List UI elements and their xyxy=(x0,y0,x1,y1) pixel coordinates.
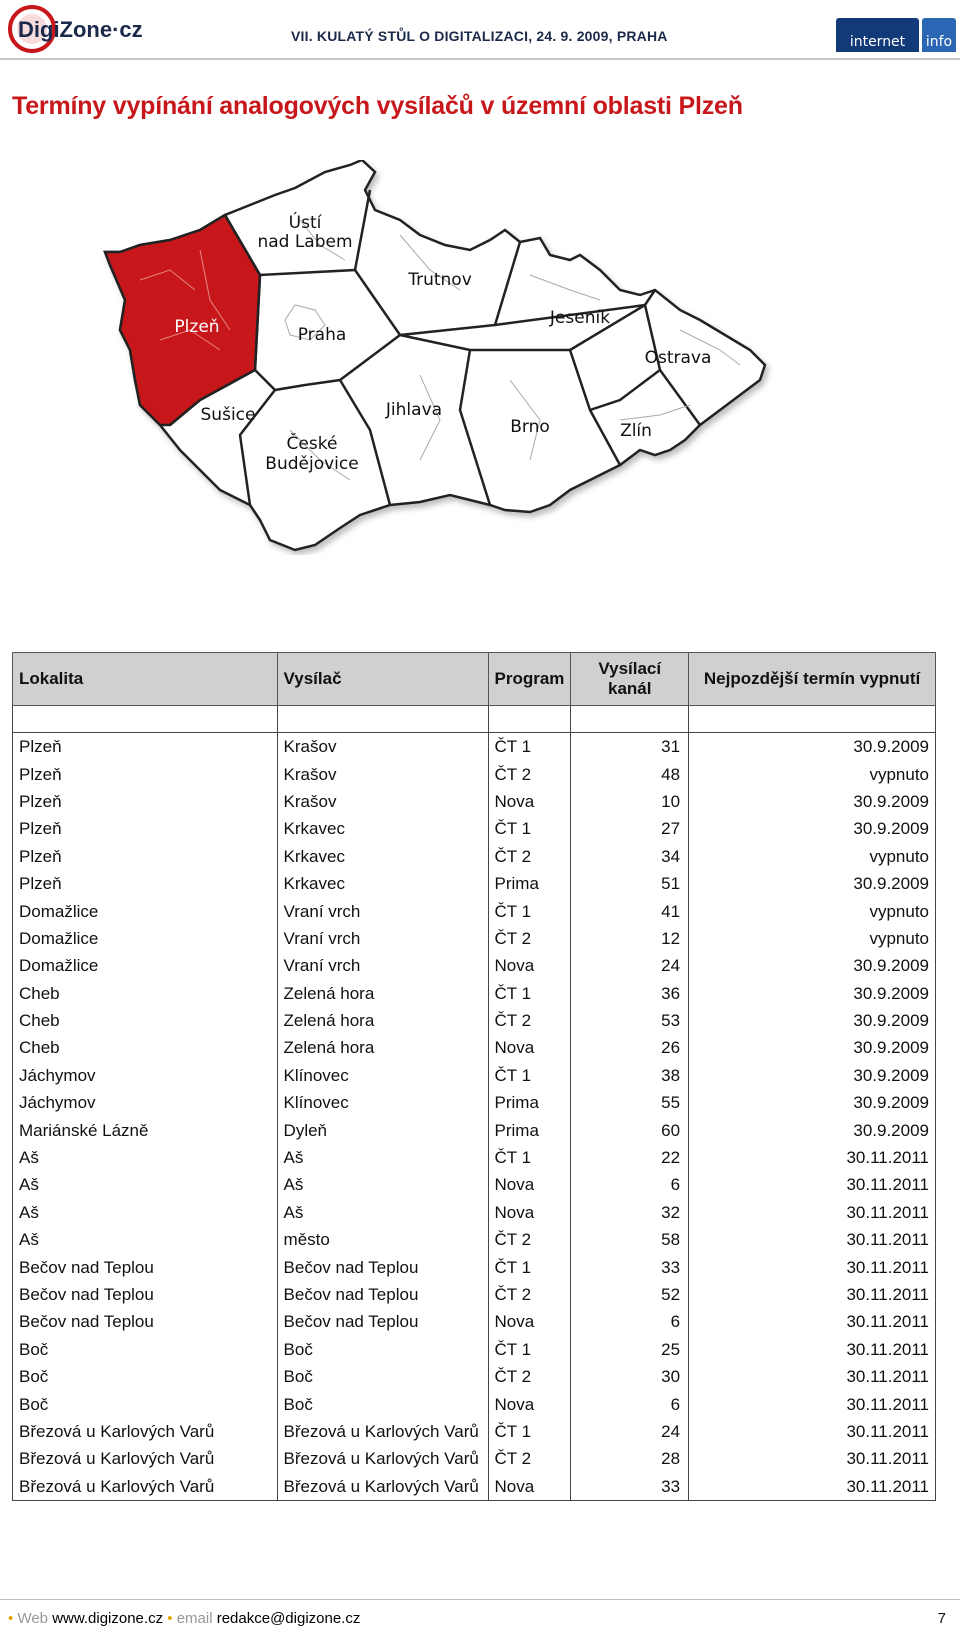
table-spacer-row xyxy=(13,706,936,733)
cell-lokalita: Cheb xyxy=(13,980,278,1007)
cell-termin: 30.9.2009 xyxy=(689,1089,936,1116)
cell-program: ČT 1 xyxy=(488,1144,571,1171)
cell-program: ČT 2 xyxy=(488,1281,571,1308)
cell-lokalita: Bečov nad Teplou xyxy=(13,1308,278,1335)
cell-kanal: 34 xyxy=(571,843,689,870)
cell-termin: 30.11.2011 xyxy=(689,1226,936,1253)
cell-kanal: 25 xyxy=(571,1336,689,1363)
cell-lokalita: Březová u Karlových Varů xyxy=(13,1445,278,1472)
page-footer xyxy=(8,1610,360,1627)
label-jesenik: Jeseník xyxy=(549,308,611,328)
cell-vysilac: Boč xyxy=(277,1363,488,1390)
cell-lokalita: Plzeň xyxy=(13,815,278,842)
label-plzen: Plzeň xyxy=(174,317,220,337)
cell-kanal: 51 xyxy=(571,870,689,897)
cell-vysilac: Zelená hora xyxy=(277,1007,488,1034)
table-row xyxy=(13,843,936,870)
table-row xyxy=(13,1308,936,1335)
cell-program: ČT 1 xyxy=(488,733,571,761)
table-row xyxy=(13,1034,936,1061)
page-title: Termíny vypínání analogových vysílačů v územní oblasti Plzeň xyxy=(12,92,743,120)
cell-kanal: 31 xyxy=(571,733,689,761)
label-brno: Brno xyxy=(510,417,550,437)
cell-lokalita: Bečov nad Teplou xyxy=(13,1281,278,1308)
cell-termin: 30.9.2009 xyxy=(689,1034,936,1061)
internet-info-logo xyxy=(836,18,956,52)
cell-kanal: 22 xyxy=(571,1144,689,1171)
cell-kanal: 6 xyxy=(571,1171,689,1198)
cell-termin: 30.11.2011 xyxy=(689,1253,936,1280)
table-row xyxy=(13,1199,936,1226)
col-program: Program xyxy=(488,653,571,706)
cell-termin: 30.9.2009 xyxy=(689,1062,936,1089)
cell-kanal: 27 xyxy=(571,815,689,842)
cell-program: Nova xyxy=(488,952,571,979)
web-label: Web xyxy=(17,1610,49,1627)
svg-text:DigiZone·cz: DigiZone·cz xyxy=(18,17,143,42)
table-row xyxy=(13,897,936,924)
table-row xyxy=(13,1390,936,1417)
cell-termin: 30.9.2009 xyxy=(689,1007,936,1034)
table-row xyxy=(13,760,936,787)
cell-lokalita: Plzeň xyxy=(13,788,278,815)
cell-termin: 30.11.2011 xyxy=(689,1363,936,1390)
cell-program: Nova xyxy=(488,1308,571,1335)
cell-vysilac: Vraní vrch xyxy=(277,897,488,924)
cell-program: ČT 2 xyxy=(488,1445,571,1472)
cell-program: ČT 2 xyxy=(488,925,571,952)
czech-region-map xyxy=(100,160,780,555)
cell-termin: 30.11.2011 xyxy=(689,1336,936,1363)
cell-kanal: 26 xyxy=(571,1034,689,1061)
table-row xyxy=(13,1473,936,1501)
cell-lokalita: Domažlice xyxy=(13,897,278,924)
label-ceske: České xyxy=(286,434,338,454)
cell-program: Nova xyxy=(488,1473,571,1501)
email-label: email xyxy=(176,1610,213,1627)
cell-kanal: 6 xyxy=(571,1390,689,1417)
cell-vysilac: Bečov nad Teplou xyxy=(277,1308,488,1335)
cell-program: ČT 1 xyxy=(488,980,571,1007)
cell-vysilac: Zelená hora xyxy=(277,1034,488,1061)
cell-kanal: 32 xyxy=(571,1199,689,1226)
cell-lokalita: Boč xyxy=(13,1363,278,1390)
cell-vysilac: Zelená hora xyxy=(277,980,488,1007)
label-trutnov: Trutnov xyxy=(408,270,472,290)
cell-termin: 30.11.2011 xyxy=(689,1144,936,1171)
cell-kanal: 33 xyxy=(571,1253,689,1280)
cell-kanal: 53 xyxy=(571,1007,689,1034)
cell-termin: vypnuto xyxy=(689,760,936,787)
footer-divider xyxy=(0,1599,960,1600)
cell-termin: vypnuto xyxy=(689,897,936,924)
cell-kanal: 36 xyxy=(571,980,689,1007)
cell-program: Prima xyxy=(488,1089,571,1116)
label-usti: Ústí xyxy=(288,213,322,233)
cell-vysilac: Březová u Karlových Varů xyxy=(277,1473,488,1501)
label-jihlava: Jihlava xyxy=(385,400,443,420)
cell-lokalita: Domažlice xyxy=(13,952,278,979)
cell-program: Nova xyxy=(488,788,571,815)
cell-vysilac: Krkavec xyxy=(277,843,488,870)
cell-termin: 30.11.2011 xyxy=(689,1445,936,1472)
cell-lokalita: Bečov nad Teplou xyxy=(13,1253,278,1280)
cell-lokalita: Aš xyxy=(13,1144,278,1171)
table-row xyxy=(13,788,936,815)
table-row xyxy=(13,1363,936,1390)
cell-program: ČT 2 xyxy=(488,1226,571,1253)
cell-lokalita: Aš xyxy=(13,1171,278,1198)
cell-program: Prima xyxy=(488,1116,571,1143)
cell-vysilac: Krkavec xyxy=(277,815,488,842)
cell-program: ČT 1 xyxy=(488,1336,571,1363)
cell-lokalita: Aš xyxy=(13,1199,278,1226)
header-divider xyxy=(0,58,960,60)
table-row xyxy=(13,1445,936,1472)
page-header xyxy=(0,0,960,58)
cell-vysilac: Klínovec xyxy=(277,1062,488,1089)
cell-lokalita: Jáchymov xyxy=(13,1089,278,1116)
cell-kanal: 30 xyxy=(571,1363,689,1390)
cell-kanal: 41 xyxy=(571,897,689,924)
bullet-icon: • xyxy=(167,1610,173,1627)
cell-vysilac: Krašov xyxy=(277,788,488,815)
cell-termin: 30.9.2009 xyxy=(689,733,936,761)
table-row xyxy=(13,980,936,1007)
cell-termin: 30.11.2011 xyxy=(689,1199,936,1226)
col-vysilac: Vysílač xyxy=(277,653,488,706)
cell-termin: 30.11.2011 xyxy=(689,1390,936,1417)
cell-lokalita: Domažlice xyxy=(13,925,278,952)
cell-termin: 30.11.2011 xyxy=(689,1308,936,1335)
label-usti-2: nad Labem xyxy=(257,232,353,252)
cell-vysilac: Aš xyxy=(277,1199,488,1226)
cell-kanal: 38 xyxy=(571,1062,689,1089)
cell-termin: 30.9.2009 xyxy=(689,980,936,1007)
cell-lokalita: Plzeň xyxy=(13,760,278,787)
cell-vysilac: Březová u Karlových Varů xyxy=(277,1445,488,1472)
cell-termin: 30.9.2009 xyxy=(689,815,936,842)
cell-lokalita: Cheb xyxy=(13,1007,278,1034)
cell-vysilac: Aš xyxy=(277,1171,488,1198)
cell-kanal: 10 xyxy=(571,788,689,815)
cell-lokalita: Plzeň xyxy=(13,843,278,870)
cell-lokalita: Plzeň xyxy=(13,733,278,761)
cell-kanal: 12 xyxy=(571,925,689,952)
cell-program: Nova xyxy=(488,1034,571,1061)
cell-vysilac: Boč xyxy=(277,1336,488,1363)
cell-vysilac: Bečov nad Teplou xyxy=(277,1281,488,1308)
event-title: VII. KULATÝ STŮL O DIGITALIZACI, 24. 9. 2009, PRAHA xyxy=(291,28,668,44)
cell-vysilac: Krašov xyxy=(277,733,488,761)
cell-lokalita: Cheb xyxy=(13,1034,278,1061)
cell-kanal: 60 xyxy=(571,1116,689,1143)
cell-termin: 30.11.2011 xyxy=(689,1281,936,1308)
cell-lokalita: Březová u Karlových Varů xyxy=(13,1473,278,1501)
table-row xyxy=(13,1253,936,1280)
cell-lokalita: Plzeň xyxy=(13,870,278,897)
cell-termin: 30.11.2011 xyxy=(689,1473,936,1501)
cell-vysilac: Aš xyxy=(277,1144,488,1171)
table-row xyxy=(13,1116,936,1143)
cell-program: ČT 2 xyxy=(488,1363,571,1390)
cell-termin: 30.11.2011 xyxy=(689,1171,936,1198)
web-link[interactable]: www.digizone.cz xyxy=(52,1610,164,1627)
cell-lokalita: Mariánské Lázně xyxy=(13,1116,278,1143)
transmitter-table xyxy=(12,652,936,1501)
cell-kanal: 24 xyxy=(571,952,689,979)
digizone-logo xyxy=(8,2,158,56)
cell-termin: 30.9.2009 xyxy=(689,952,936,979)
page-number: 7 xyxy=(937,1610,946,1627)
cell-vysilac: Boč xyxy=(277,1390,488,1417)
cell-program: ČT 1 xyxy=(488,897,571,924)
label-susice: Sušice xyxy=(200,405,256,425)
cell-kanal: 55 xyxy=(571,1089,689,1116)
cell-vysilac: Březová u Karlových Varů xyxy=(277,1418,488,1445)
cell-vysilac: město xyxy=(277,1226,488,1253)
table-row xyxy=(13,1418,936,1445)
cell-vysilac: Dyleň xyxy=(277,1116,488,1143)
cell-kanal: 6 xyxy=(571,1308,689,1335)
cell-lokalita: Jáchymov xyxy=(13,1062,278,1089)
email-link[interactable]: redakce@digizone.cz xyxy=(216,1610,361,1627)
cell-program: Nova xyxy=(488,1390,571,1417)
cell-termin: vypnuto xyxy=(689,843,936,870)
badge-info: info xyxy=(922,18,956,52)
table-row xyxy=(13,815,936,842)
cell-lokalita: Aš xyxy=(13,1226,278,1253)
cell-vysilac: Krašov xyxy=(277,760,488,787)
cell-kanal: 58 xyxy=(571,1226,689,1253)
col-lokalita: Lokalita xyxy=(13,653,278,706)
table-row xyxy=(13,1144,936,1171)
table-row xyxy=(13,1281,936,1308)
cell-program: ČT 2 xyxy=(488,760,571,787)
cell-termin: 30.11.2011 xyxy=(689,1418,936,1445)
cell-vysilac: Vraní vrch xyxy=(277,952,488,979)
table-row xyxy=(13,1171,936,1198)
cell-kanal: 28 xyxy=(571,1445,689,1472)
label-praha: Praha xyxy=(297,325,347,345)
label-zlin: Zlín xyxy=(620,421,652,441)
table-row xyxy=(13,1062,936,1089)
cell-program: Nova xyxy=(488,1199,571,1226)
table-row xyxy=(13,1089,936,1116)
table-row xyxy=(13,733,936,761)
badge-internet: internet xyxy=(836,18,919,52)
table-row xyxy=(13,1336,936,1363)
cell-program: ČT 1 xyxy=(488,1253,571,1280)
cell-vysilac: Bečov nad Teplou xyxy=(277,1253,488,1280)
cell-kanal: 52 xyxy=(571,1281,689,1308)
cell-lokalita: Boč xyxy=(13,1390,278,1417)
cell-program: Prima xyxy=(488,870,571,897)
cell-program: ČT 2 xyxy=(488,843,571,870)
cell-kanal: 24 xyxy=(571,1418,689,1445)
table-row xyxy=(13,925,936,952)
cell-vysilac: Klínovec xyxy=(277,1089,488,1116)
col-kanal: Vysílací kanál xyxy=(571,653,689,706)
cell-termin: 30.9.2009 xyxy=(689,788,936,815)
table-header-row xyxy=(13,653,936,706)
label-budejovice: Budějovice xyxy=(265,454,359,474)
cell-lokalita: Boč xyxy=(13,1336,278,1363)
cell-program: ČT 1 xyxy=(488,815,571,842)
cell-kanal: 48 xyxy=(571,760,689,787)
bullet-icon: • xyxy=(8,1610,14,1627)
cell-kanal: 33 xyxy=(571,1473,689,1501)
cell-program: ČT 1 xyxy=(488,1062,571,1089)
table-row xyxy=(13,870,936,897)
cell-termin: 30.9.2009 xyxy=(689,1116,936,1143)
col-termin: Nejpozdější termín vypnutí xyxy=(689,653,936,706)
label-ostrava: Ostrava xyxy=(644,348,712,368)
cell-termin: 30.9.2009 xyxy=(689,870,936,897)
cell-program: ČT 1 xyxy=(488,1418,571,1445)
cell-termin: vypnuto xyxy=(689,925,936,952)
cell-lokalita: Březová u Karlových Varů xyxy=(13,1418,278,1445)
cell-vysilac: Krkavec xyxy=(277,870,488,897)
cell-program: Nova xyxy=(488,1171,571,1198)
table-row xyxy=(13,1226,936,1253)
cell-program: ČT 2 xyxy=(488,1007,571,1034)
table-row xyxy=(13,1007,936,1034)
table-row xyxy=(13,952,936,979)
cell-vysilac: Vraní vrch xyxy=(277,925,488,952)
